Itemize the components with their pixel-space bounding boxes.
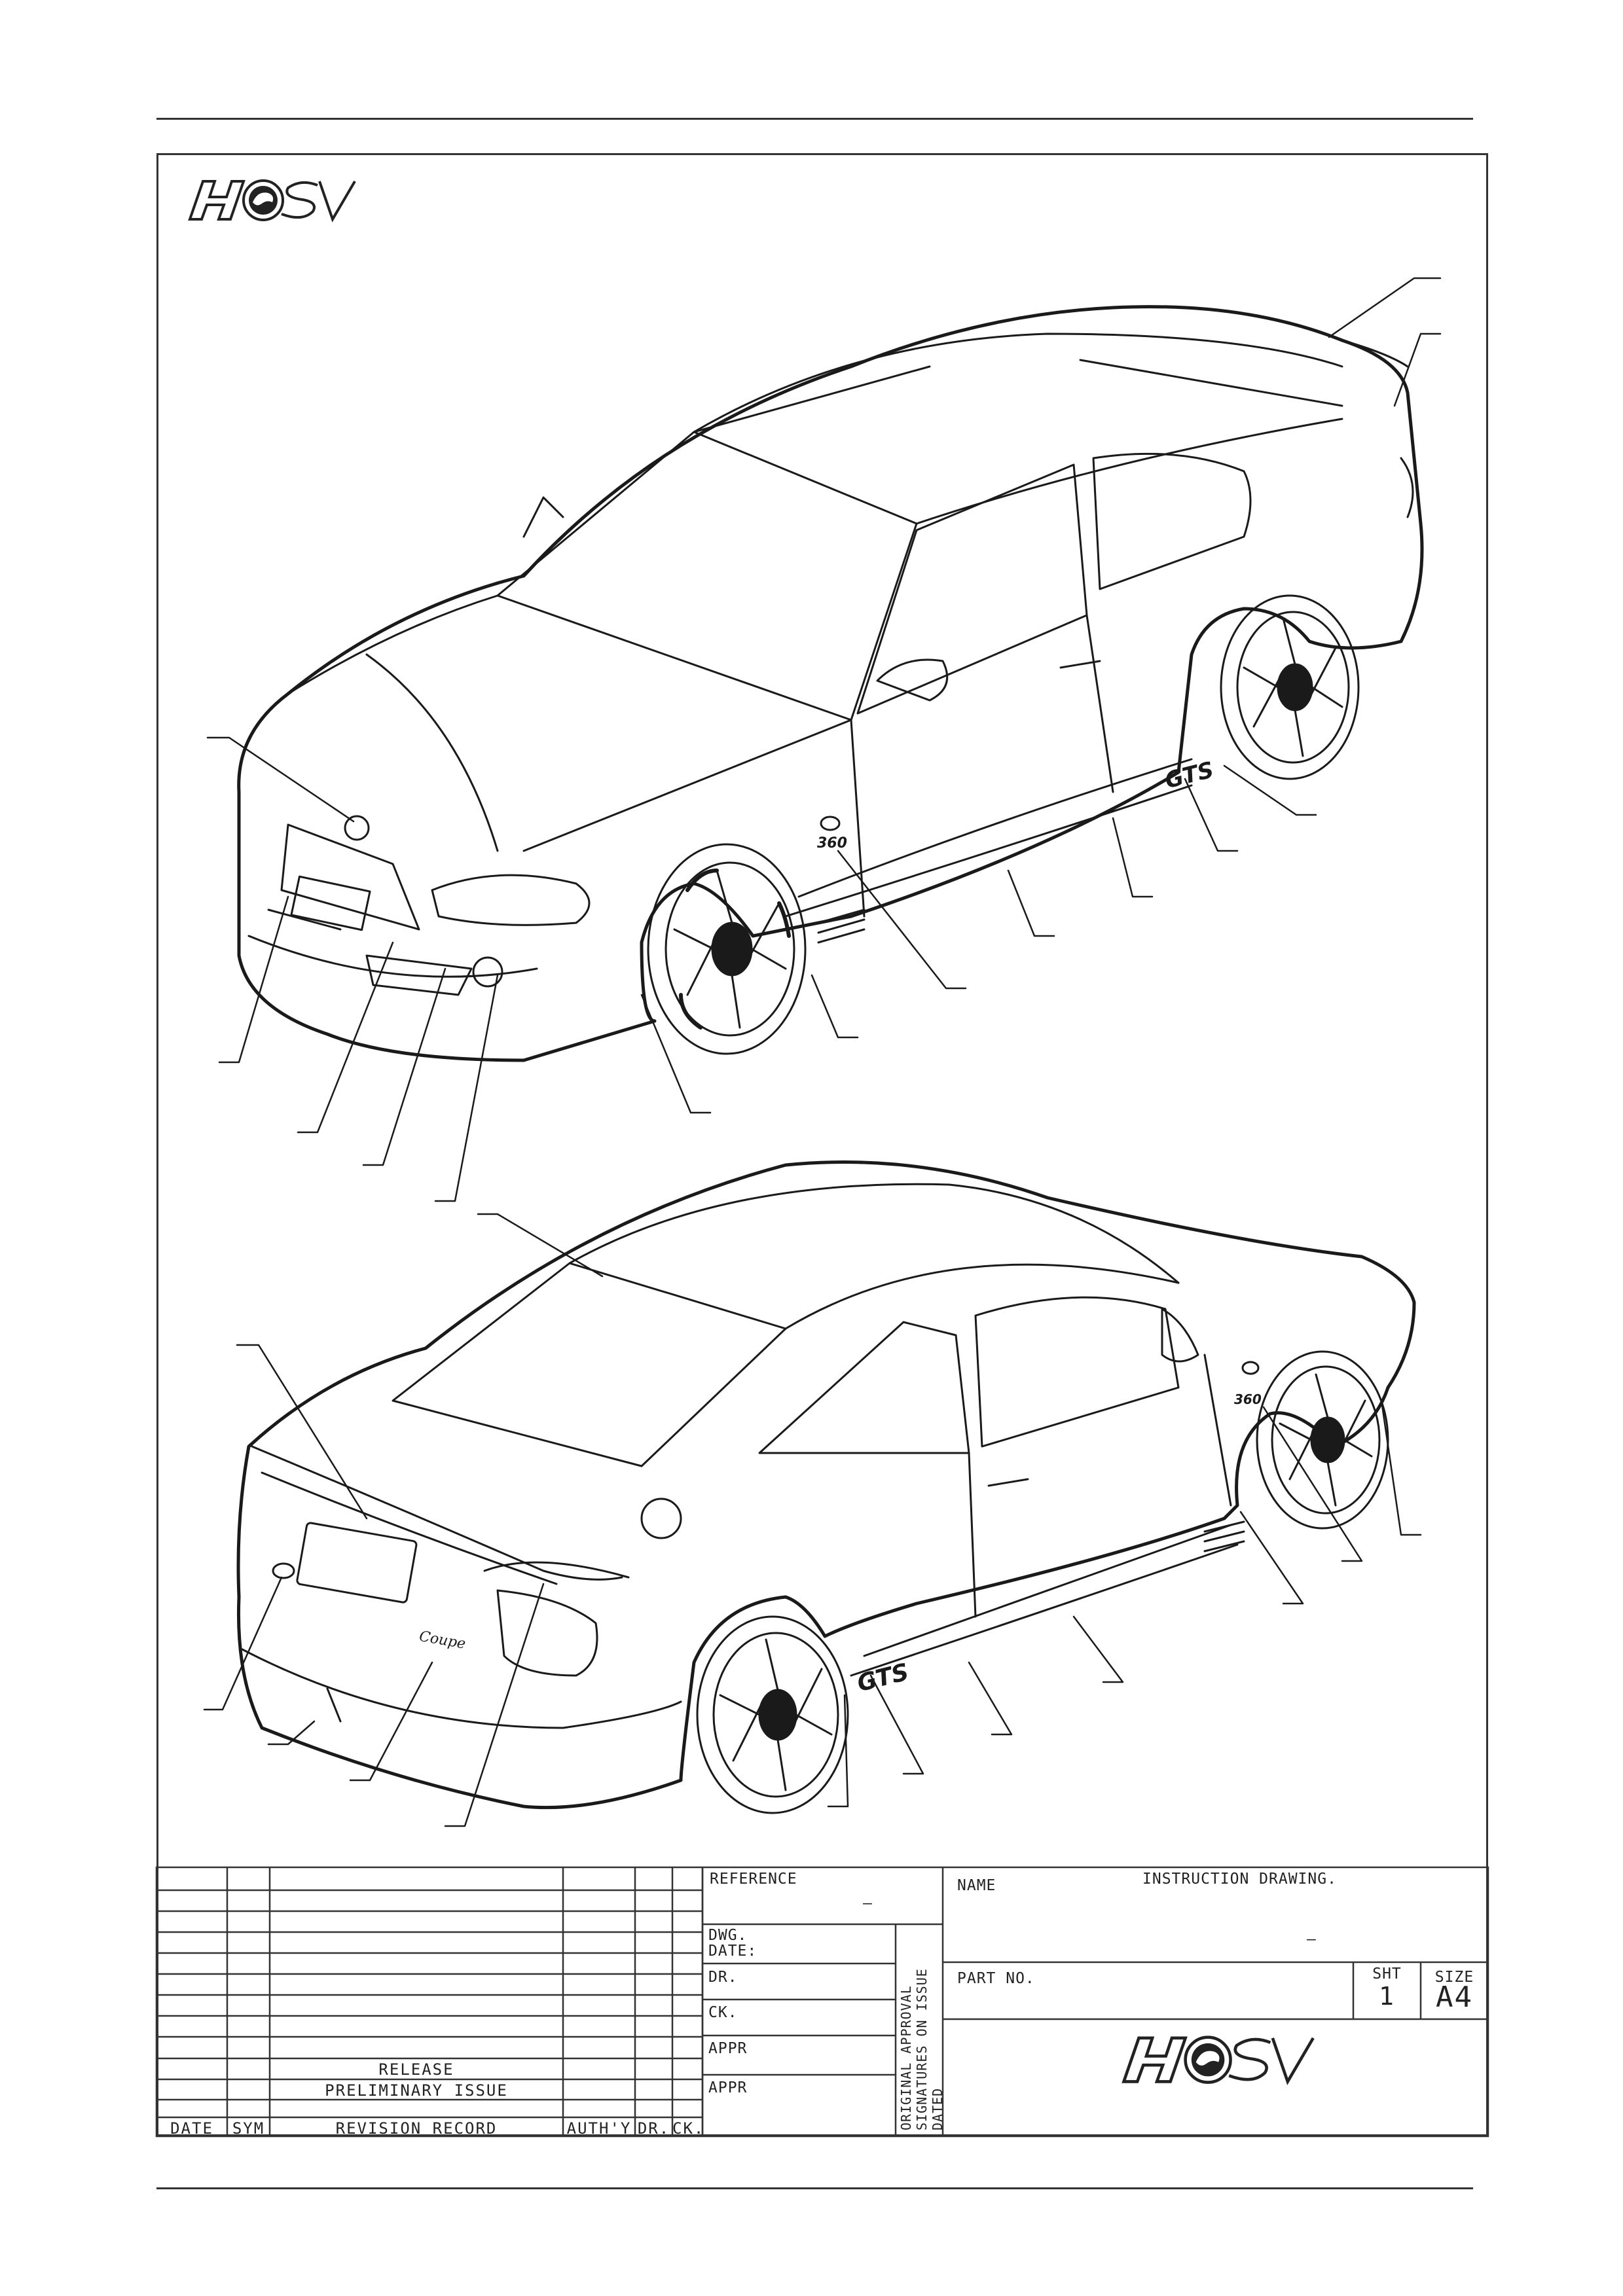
dr-label: DR. [708,1969,738,1986]
revision-row-release: RELEASE [378,2060,454,2079]
name-value: INSTRUCTION DRAWING. [1142,1871,1337,1888]
part-no-label: PART NO. [957,1970,1035,1987]
revision-header-authy: AUTH'Y [566,2119,632,2138]
front-gts-badge: GTS [1162,757,1216,795]
revision-header-sym: SYM [232,2119,265,2138]
approval-note: ORIGINAL APPROVAL SIGNATURES ON ISSUE DATED [898,1968,945,2130]
revision-header-ck: CK. [672,2119,705,2138]
header-logo-text: HSV [183,173,185,174]
reference-value: – [863,1895,873,1912]
rear-fender-badge: 360 [1234,1391,1262,1407]
boot-script-badge: Coupe [418,1628,467,1653]
revision-header-date: DATE [170,2119,213,2138]
title-block-logo-text: HSV [1116,2029,1118,2030]
size-value: A4 [1436,1981,1473,2014]
front-fender-badge: 360 [817,835,847,852]
dwg-date-label: DWG. DATE: [708,1927,757,1960]
revision-header-record: REVISION RECORD [335,2119,498,2138]
rear-gts-badge: GTS [854,1659,912,1698]
sht-value: 1 [1379,1982,1395,2011]
ck-label: CK. [708,2004,738,2021]
revision-header-dr: DR. [637,2119,670,2138]
reference-label: REFERENCE [710,1871,797,1888]
revision-row-preliminary: PRELIMINARY ISSUE [325,2081,508,2100]
size-label: SIZE [1434,1969,1474,1986]
appr-label-1: APPR [708,2040,748,2057]
appr-label-2: APPR [708,2079,748,2096]
title-block-logo [1116,2029,1319,2089]
name-label: NAME [957,1877,996,1894]
sht-label: SHT [1372,1965,1402,1982]
name-sub-value: – [1307,1931,1317,1948]
hsv-lion-logo-icon [1116,2029,1319,2089]
